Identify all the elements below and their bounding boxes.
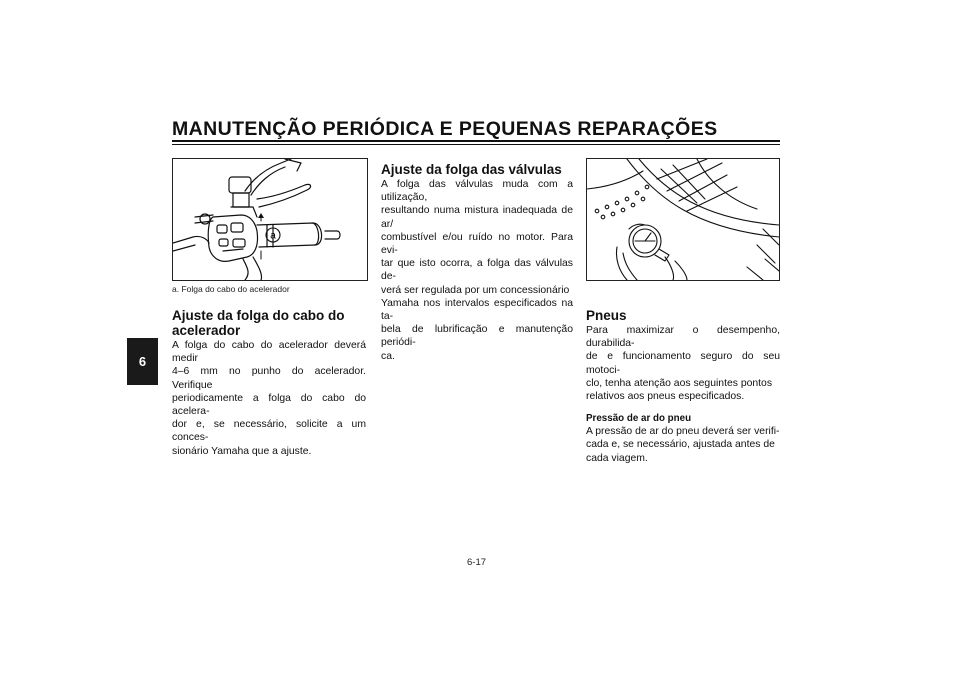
body-line: ca. [381, 350, 395, 362]
body-line: de e funcionamento seguro do seu motoci- [586, 351, 780, 376]
section-heading-valves: Ajuste da folga das válvulas [381, 162, 562, 177]
body-line: cada e, se necessário, ajustada antes de [586, 439, 775, 451]
body-line: dor e, se necessário, solicite a um conces- [172, 419, 366, 444]
title-rule-secondary [172, 144, 780, 145]
body-line: verá ser regulada por um concessionário [381, 284, 570, 296]
page-title: MANUTENÇÃO PERIÓDICA E PEQUENAS REPARAÇÕES [172, 118, 718, 140]
body-line: bela de lubrificação e manutenção periódi- [381, 324, 573, 349]
throttle-figure [172, 158, 368, 281]
body-line: sionário Yamaha que a ajuste. [172, 445, 312, 457]
section-throttle [172, 308, 366, 458]
section-body-valves [381, 178, 573, 363]
body-line: resultando numa mistura inadequada de ar/ [381, 205, 573, 230]
body-line: A folga das válvulas muda com a utilização, [381, 179, 573, 204]
chapter-tab: 6 [127, 338, 158, 385]
body-line: combustível e/ou ruído no motor. Para evi- [381, 231, 573, 257]
section-body-throttle [172, 339, 366, 458]
figure-caption: a. Folga do cabo do acelerador [172, 284, 290, 294]
section-tires [586, 308, 780, 465]
section-body-tire-pressure [586, 425, 780, 465]
body-line: tar que isto ocorra, a folga das válvulas de- [381, 258, 573, 283]
section-heading-throttle: Ajuste da folga do cabo do acelerador [172, 308, 345, 338]
tire-figure [586, 158, 780, 281]
body-line: relativos aos pneus especificados. [586, 391, 745, 403]
body-line: A pressão de ar do pneu deverá ser verifi- [586, 426, 780, 438]
section-body-tires [586, 324, 780, 403]
body-line: A folga do cabo do acelerador deverá medir [172, 340, 366, 365]
body-line: Yamaha nos intervalos especificados na ta- [381, 297, 573, 323]
body-line: 4–6 mm no punho do acelerador. Verifique [172, 366, 366, 391]
title-rule [172, 140, 780, 142]
body-line: cada viagem. [586, 452, 648, 464]
section-heading-tires: Pneus [586, 308, 627, 323]
tire-gauge-illustration [587, 159, 779, 280]
section-valves [381, 162, 573, 363]
body-line: Para maximizar o desempenho, durabilida- [586, 325, 780, 350]
body-line: periodicamente a folga do cabo do acelera- [172, 392, 366, 418]
callout-label: a [270, 230, 276, 242]
throttle-illustration [173, 159, 367, 280]
body-line: clo, tenha atenção aos seguintes pontos [586, 377, 773, 389]
page-number: 6-17 [467, 557, 487, 568]
subheading-tire-pressure: Pressão de ar do pneu [586, 413, 692, 425]
